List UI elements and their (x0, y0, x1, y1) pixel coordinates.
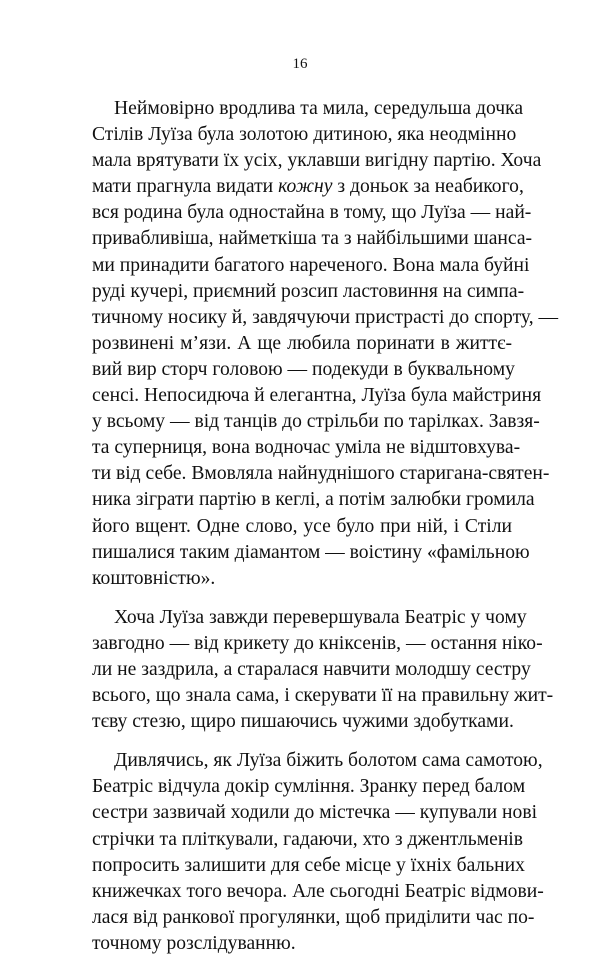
text-line: ми принадити багатого нареченого. Вона мала буйні (92, 254, 530, 276)
text-line: завгодно — від крикету до кніксенів, — остання ніко- (92, 632, 543, 654)
body-text (92, 96, 559, 957)
text-line: сенсі. Непосидюча й елегантна, Луїза була майстриня (92, 385, 542, 407)
text-line: точному розслідуванню. (92, 932, 296, 954)
text-line: коштовністю». (92, 567, 216, 589)
text-line: вий вир сторч головою — подекуди в буквальному (92, 358, 515, 380)
text-line: та суперниця, вона водночас уміла не відштовхува- (92, 437, 521, 459)
text-line: Неймовірно вродлива та мила, середульша дочка (114, 98, 524, 119)
text-line: ли не заздрила, а старалася навчити молодшу сестру (92, 658, 531, 680)
text-line (92, 174, 524, 200)
text-line: Дивлячись, як Луїза біжить болотом сама самотою, (114, 750, 543, 772)
text-line: пишалися таким діамантом — воістину «фамільною (92, 541, 530, 563)
text-line: Стілів Луїза була золотою дитиною, яка неодмінно (92, 124, 517, 146)
text-line: у всьому — від танців до стрільби по тарілках. Завзя- (92, 411, 540, 433)
text-line: тєву стезю, щиро пишаючись чужими здобутками. (92, 711, 514, 733)
text-line: стрічки та пліткували, гадаючи, хто з джентльменів (92, 828, 523, 850)
text-line: тичному носику й, завдячуючи пристрасті до спорту, — (92, 306, 559, 328)
text-line: попросить залишити для себе місце у їхніх бальних (92, 854, 525, 876)
text-segment: мати прагнула видати (92, 176, 279, 198)
text-line: ти від себе. Вмовляла найнуднішого старигана-святен- (92, 463, 550, 485)
text-line: лася від ранкової прогулянки, щоб приділити час по- (92, 906, 535, 928)
emphasized-word: кожну (278, 176, 333, 198)
text-line: руді кучері, приємний розсип ластовиння на симпа- (92, 280, 525, 302)
text-segment: з доньок за неабикого, (332, 176, 524, 198)
text-line: мала врятувати їх усіх, уклавши вигідну партію. Хоча (92, 150, 542, 172)
text-line: Хоча Луїза завжди перевершувала Беатріс у чому (114, 606, 527, 628)
text-line: його вщент. Одне слово, усе було при ній, і Стіли (92, 515, 512, 537)
text-line: розвинені м’язи. А ще любила поринати в життє- (92, 332, 512, 354)
text-line: всього, що знала сама, і скерувати її на правильну жит- (92, 685, 554, 707)
text-line: ника зіграти партію в кеглі, а потім залюбки громила (92, 489, 535, 511)
text-line: Беатріс відчула докір сумління. Зранку перед балом (92, 776, 526, 798)
page-number: 16 (292, 56, 308, 72)
paragraph (92, 96, 559, 592)
text-line: вся родина була одностайна в тому, що Луїза — най- (92, 202, 532, 224)
text-line: привабливіша, найметкіша та з найбільшими шанса- (92, 228, 533, 250)
paragraph (92, 748, 544, 957)
text-line: сестри зазвичай ходили до містечка — купували нові (92, 802, 538, 824)
paragraph (92, 605, 554, 735)
text-line: книжечках того вечора. Але сьогодні Беатріс відмови- (92, 880, 544, 902)
